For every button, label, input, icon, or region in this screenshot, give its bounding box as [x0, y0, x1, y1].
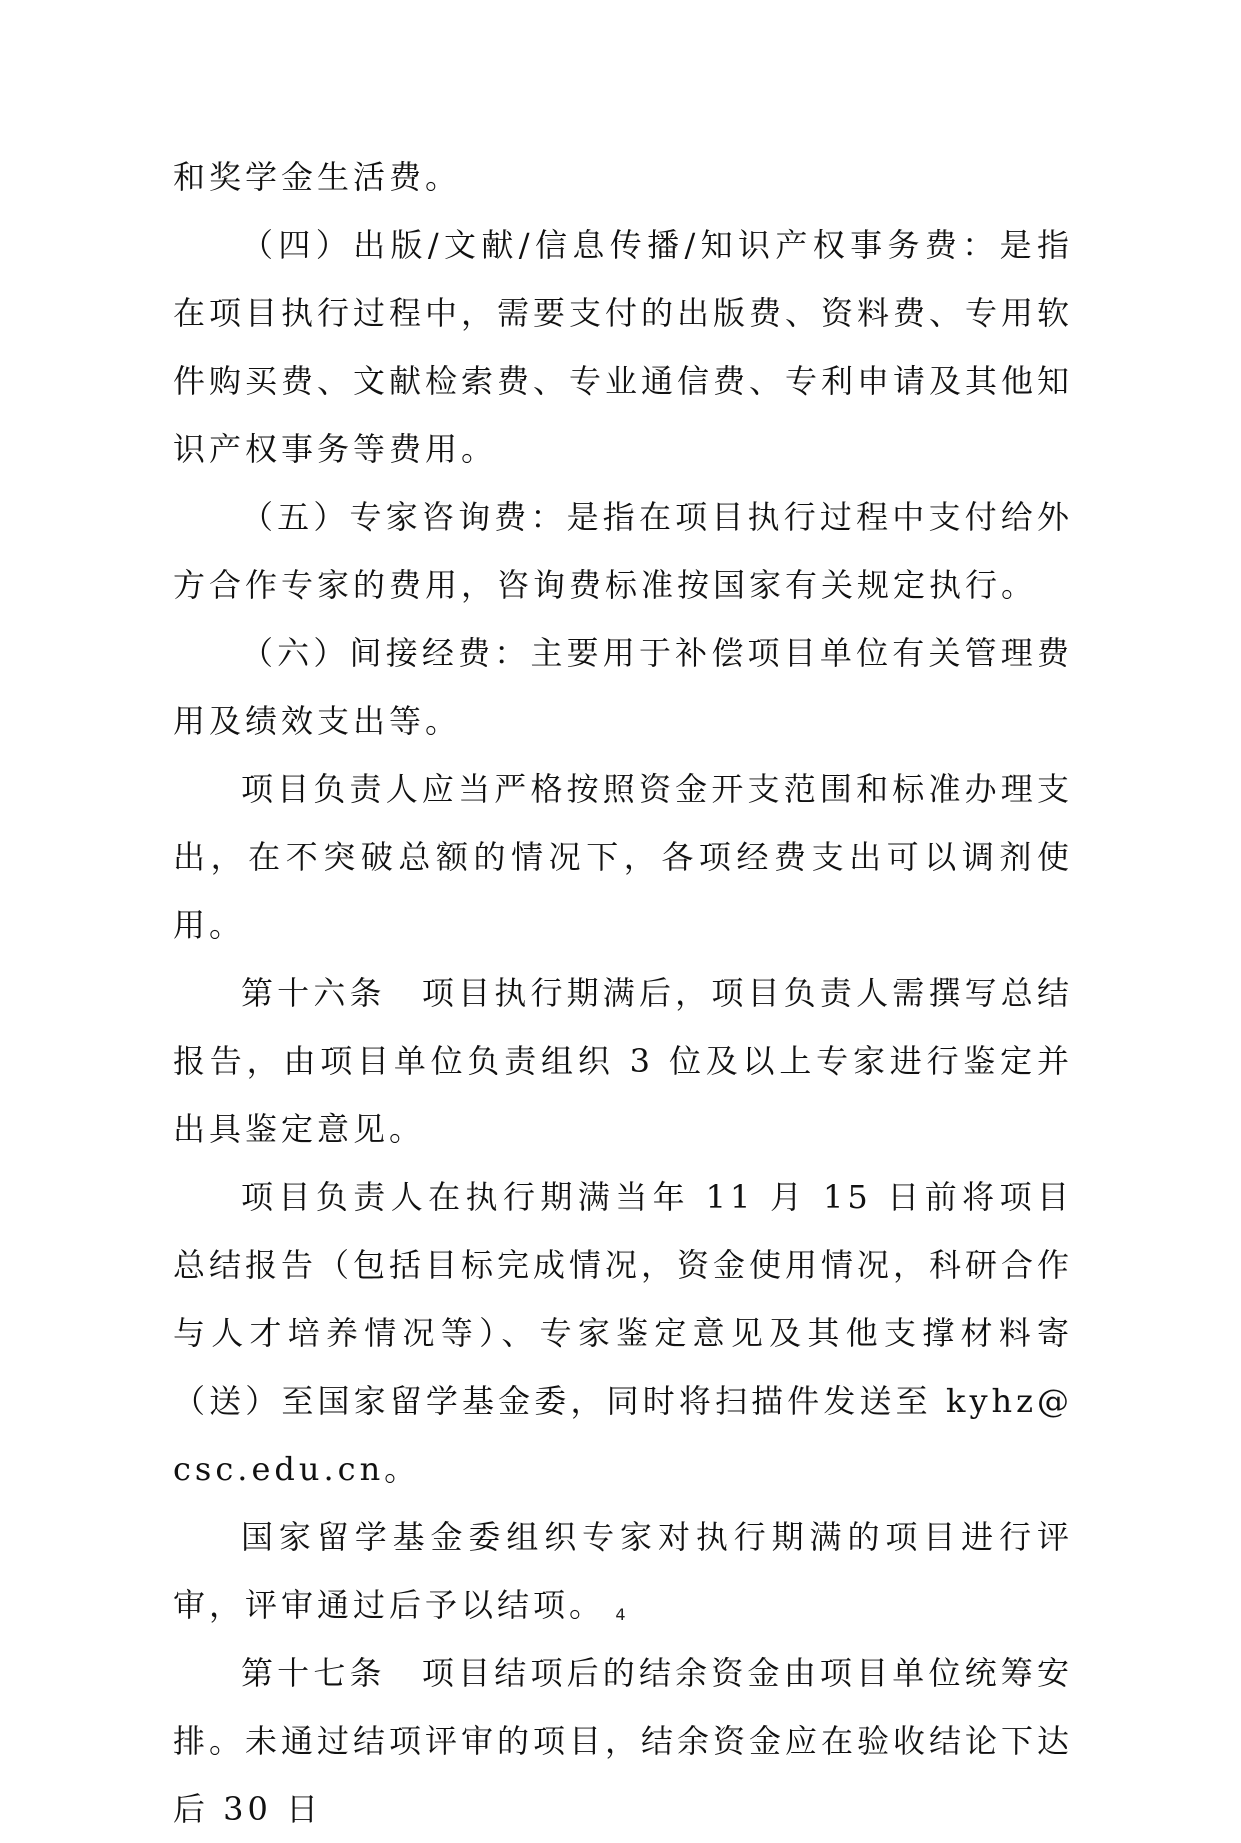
paragraph-1: 和奖学金生活费。	[173, 158, 462, 196]
paragraph-4: （六）间接经费：主要用于补偿项目单位有关管理费用及绩效支出等。	[173, 634, 1073, 740]
paragraph-9: 第十七条 项目结项后的结余资金由项目单位统筹安排。未通过结项评审的项目，结余资金应在验收结论下达后 30 日	[173, 1654, 1074, 1828]
paragraph-3: （五）专家咨询费：是指在项目执行过程中支付给外方合作专家的费用，咨询费标准按国家有关规定执行。	[173, 498, 1073, 604]
body-text	[173, 143, 1073, 1843]
paragraph-7: 项目负责人在执行期满当年 11 月 15 日前将项目总结报告（包括目标完成情况，资金使用情况，科研合作与人才培养情况等）、专家鉴定意见及其他支撑材料寄（送）至国家留学基金委，同时将扫描件发送至 kyhz@csc.edu.cn。	[173, 1178, 1074, 1488]
paragraph-5: 项目负责人应当严格按照资金开支范围和标准办理支出，在不突破总额的情况下，各项经费支出可以调剂使用。	[173, 770, 1073, 944]
paragraph-2: （四）出版/文献/信息传播/知识产权事务费：是指在项目执行过程中，需要支付的出版费、资料费、专用软件购买费、文献检索费、专业通信费、专利申请及其他知识产权事务等费用。	[173, 226, 1074, 468]
page-number: 4	[615, 1605, 626, 1624]
paragraph-8: 国家留学基金委组织专家对执行期满的项目进行评审，评审通过后予以结项。	[173, 1518, 1073, 1624]
paragraph-6: 第十六条 项目执行期满后，项目负责人需撰写总结报告，由项目单位负责组织 3 位及以上专家进行鉴定并出具鉴定意见。	[173, 974, 1073, 1148]
